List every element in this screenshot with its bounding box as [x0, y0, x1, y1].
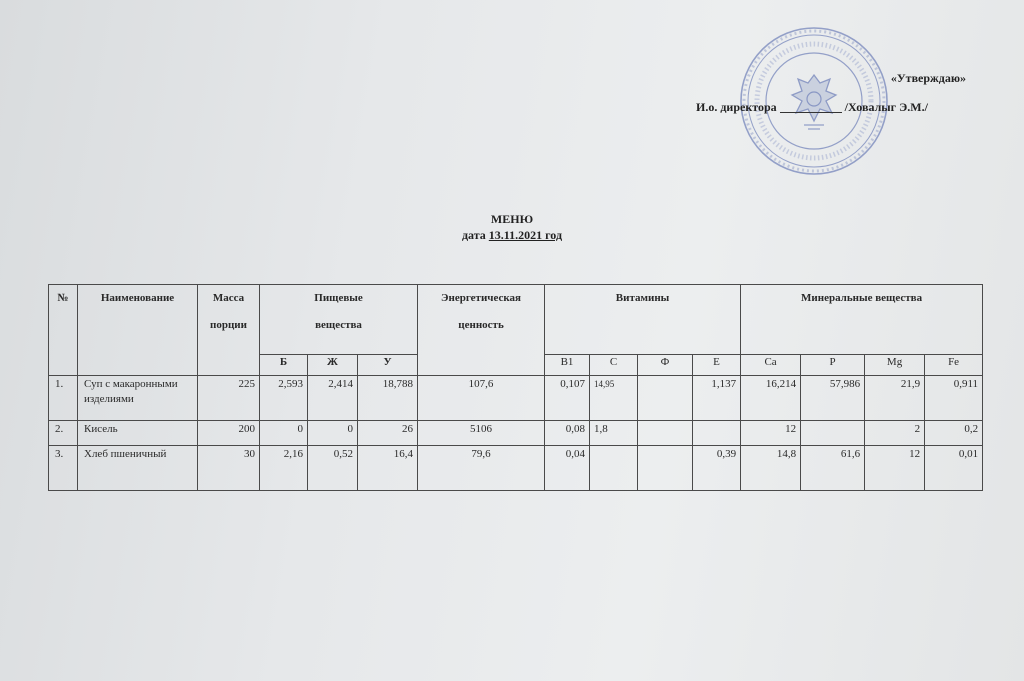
header-energy: Энергетическая ценность	[418, 285, 545, 376]
director-name: /Ховалыг Э.М./	[844, 100, 928, 114]
sub-header-p: P	[801, 355, 865, 376]
header-name: Наименование	[78, 285, 198, 376]
header-number: №	[49, 285, 78, 376]
header-mass: Масса порции	[198, 285, 260, 376]
director-title: И.о. директора	[696, 100, 777, 114]
approval-label: «Утверждаю»	[890, 71, 966, 85]
header-minerals: Минеральные вещества	[741, 285, 983, 355]
sub-header-ca: Ca	[741, 355, 801, 376]
sub-header-b: Б	[260, 355, 308, 376]
sub-header-mg: Mg	[865, 355, 925, 376]
header-nutrients: Пищевые вещества	[260, 285, 418, 355]
document-date	[0, 228, 1024, 243]
date-prefix: дата	[461, 228, 489, 242]
sub-header-fe: Fe	[925, 355, 983, 376]
director-line	[696, 100, 928, 115]
table-header-row	[49, 285, 983, 355]
sub-header-zh: Ж	[308, 355, 358, 376]
sub-header-e: Е	[693, 355, 741, 376]
document-title: МЕНЮ	[490, 212, 534, 226]
sub-header-b1: B1	[545, 355, 590, 376]
sub-header-c: С	[590, 355, 638, 376]
signature-line	[780, 112, 842, 113]
table-row: 1. Суп с макаронными изделиями 225 2,593 2,414 18,788 107,6 0,107 14,95 1,137 16,214 57,986 21,9 0,911	[49, 376, 983, 421]
table-row: 3. Хлеб пшеничный 30 2,16 0,52 16,4 79,6 0,04 0,39 14,8 61,6 12 0,01	[49, 446, 983, 491]
sub-header-u: У	[358, 355, 418, 376]
sub-header-f: Ф	[638, 355, 693, 376]
table-row: 2. Кисель 200 0 0 26 5106 0,08 1,8 12 2 0,2	[49, 421, 983, 446]
header-vitamins: Витамины	[545, 285, 741, 355]
date-value: 13.11.2021 год	[488, 228, 563, 242]
menu-table	[48, 284, 983, 491]
